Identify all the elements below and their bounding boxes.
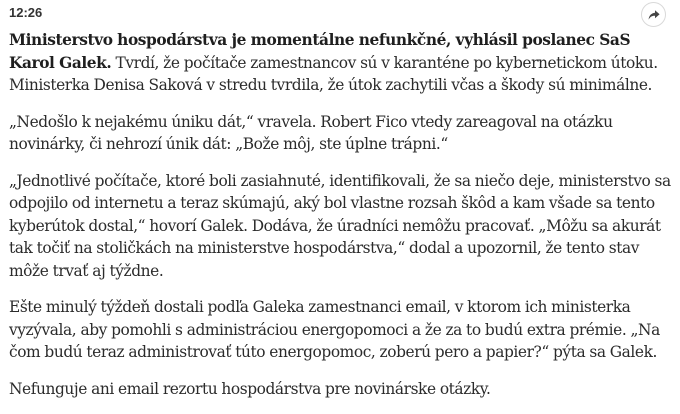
lead-text: Tvrdí, že počítače zamestnancov sú v karanténe po kybernetickom útoku. Ministerka Denisa Saková v stredu tvrdila, že útok zachytili včas a škody sú minimálne. xyxy=(9,53,658,94)
lead-paragraph xyxy=(9,29,675,97)
paragraph-quote-sakova: „Nedošlo k nejakému úniku dát,“ vravela. Robert Fico vtedy zareagoval na otázku novinárky, či nehrozí únik dát: „Bože môj, ste úplne trápni.“ xyxy=(9,112,613,153)
lead-bold-text: Ministerstvo hospodárstva je momentálne nefunkčné, vyhlásil poslanec SaS Karol Galek. xyxy=(9,31,631,72)
article-body xyxy=(9,29,675,414)
share-arrow-icon xyxy=(647,8,661,22)
paragraph-email: Ešte minulý týždeň dostali podľa Galeka zamestnanci email, v ktorom ich ministerka vyzývala, aby pomohli s administráciou energopomoci a že za to budú extra prémie. „Na čom budú teraz administrovať túto energopomoc, zoberú pero a papier?“ pýta sa Galek. xyxy=(9,298,660,361)
paragraph-galek-statement: „Jednotlivé počítače, ktoré boli zasiahnuté, identifikovali, že sa niečo deje, ministerstvo sa odpojilo od internetu a teraz skúmajú, aký bol vlastne rozsah škôd a kam všade sa tento kyberútok dostal,“ hovorí Galek. Dodáva, že úradníci nemôžu pracovať. „Môžu sa akurát tak točiť na stoličkách na ministerstve hospodárstva,“ dodal a upozornil, že tento stav môže trvať aj týždne. xyxy=(9,171,671,280)
article-header-bar xyxy=(0,0,680,26)
timestamp: 12:26 xyxy=(9,5,43,20)
share-button[interactable] xyxy=(641,2,666,27)
paragraph-press-email: Nefunguje ani email rezortu hospodárstva pre novinárske otázky. xyxy=(9,379,491,398)
